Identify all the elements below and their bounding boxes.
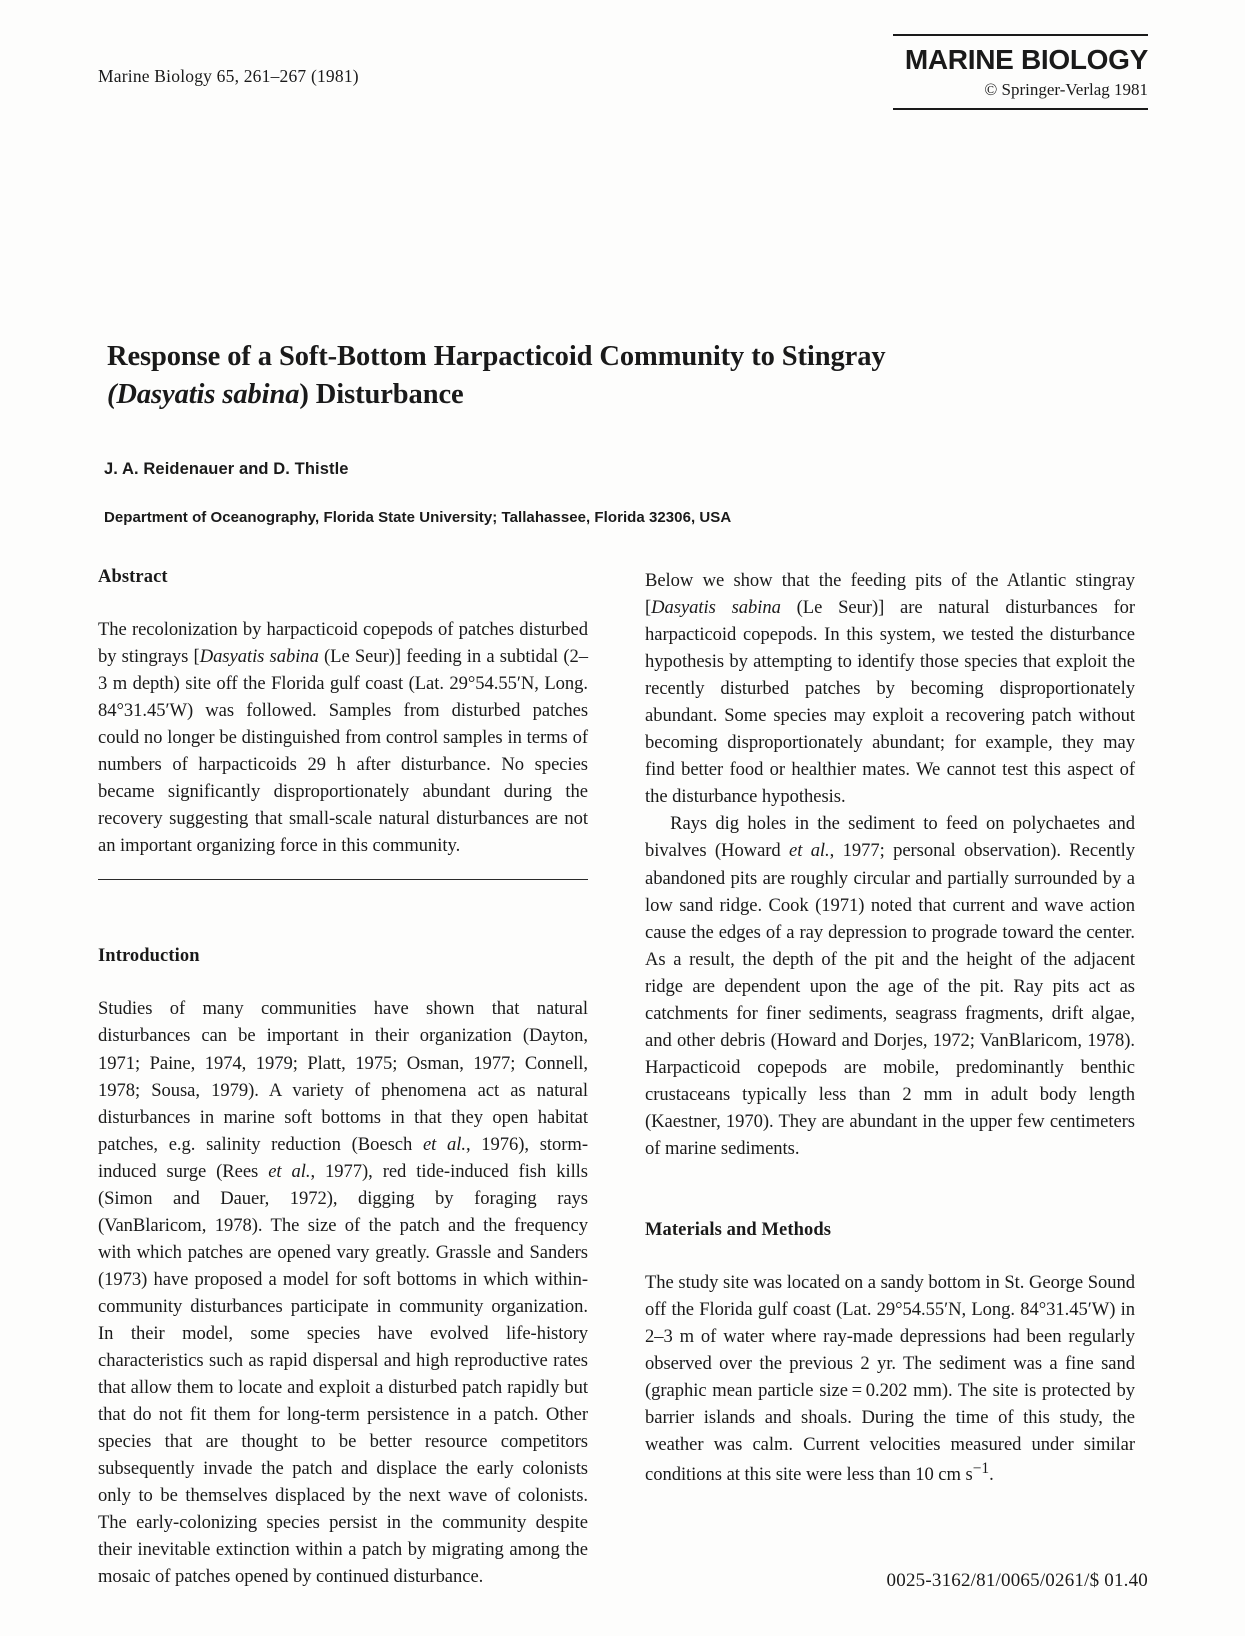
brand-rule-top <box>893 34 1148 36</box>
page-title <box>107 338 1067 413</box>
journal-citation-line: Marine Biology 65, 261–267 (1981) <box>98 66 359 86</box>
paper-title-line-1: Response of a Soft-Bottom Harpacticoid Community to Stingray <box>107 341 886 372</box>
affiliation-line: Department of Oceanography, Florida State University; Tallahassee, Florida 32306, USA <box>104 509 732 526</box>
introduction-heading: Introduction <box>98 946 200 967</box>
intro-p1-part-b: , 1976), storm-induced surge (Rees <box>98 1133 588 1182</box>
abstract-paragraph <box>98 616 588 859</box>
abstract-text-part-1: The recolonization by harpacticoid copepods of patches disturbed by stingrays [ <box>98 619 588 668</box>
introduction-paragraph-3 <box>645 810 1135 1162</box>
column-left <box>98 567 588 1590</box>
journal-brand-block <box>893 34 1148 110</box>
mm-p1-part-b: . <box>989 1464 994 1486</box>
materials-and-methods-heading: Materials and Methods <box>645 1220 832 1241</box>
intro-p2-part-a: Below we show that the feeding pits of the Atlantic stingray [ <box>645 570 1135 619</box>
intro-p2-species-name: Dasyatis sabina <box>651 597 781 619</box>
issn-price-footer: 0025-3162/81/0065/0261/$ 01.40 <box>886 1570 1148 1591</box>
spacer-before-materials <box>645 1162 1135 1220</box>
introduction-paragraph-1 <box>98 995 588 1590</box>
intro-p3-part-a: Rays dig holes in the sediment to feed on polychaetes and bivalves (Howard <box>645 813 1135 862</box>
intro-p1-etal-2: et al. <box>268 1160 311 1182</box>
brand-rule-bottom <box>893 108 1148 110</box>
journal-name: MARINE BIOLOGY <box>904 44 1148 75</box>
mm-p1-superscript: −1 <box>972 1460 990 1478</box>
paper-title-line-2-rest: ) Disturbance <box>299 378 464 410</box>
intro-p3-part-b: , 1977; personal observation). Recently abandoned pits are roughly circular and partially surrounded by a low sand ridge. Cook (1971) noted that current and wave action cause the edges of a ray depression to prograde toward the center. As a result, the depth of the pit and the height of the adjacent ridge are dependent upon the age of the pit. Ray pits act as catchments for finer sediments, seagrass fragments, drift algae, and other debris (Howard and Dorjes, 1972; VanBlaricom, 1978). Harpacticoid copepods are mobile, predominantly benthic crustaceans typically less than 2 mm in adult body length (Kaestner, 1970). They are abundant in the upper few centimeters of marine sediments. <box>645 840 1135 1159</box>
intro-p1-part-c: , 1977), red tide-induced fish kills (Simon and Dauer, 1972), digging by foraging rays (VanBlaricom, 1978). The size of the patch and the frequency with which patches are opened vary greatly. Grassle and Sanders (1973) have proposed a model for soft bottoms in which within-community disturbances participate in community organization. In their model, some species have evolved life-history characteristics such as rapid dispersal and high reproductive rates that allow them to locate and exploit a disturbed patch rapidly but that do not fit them for long-term persistence in a patch. Other species that are thought to be better resource competitors subsequently invade the patch and displace the early colonists only to be themselves displaced by the next wave of colonists. The early-colonizing species persist in the community despite their inevitable extinction within a patch by migrating among the mosaic of patches opened by continued disturbance. <box>98 1160 588 1588</box>
masthead <box>98 44 1148 122</box>
intro-p1-part-a: Studies of many communities have shown that natural disturbances can be important in their organization (Dayton, 1971; Paine, 1974, 1979; Platt, 1975; Osman, 1977; Connell, 1978; Sousa, 1979). A variety of phenomena act as natural disturbances in marine soft bottoms in that they open habitat patches, e.g. salinity reduction (Boesch <box>98 998 588 1155</box>
intro-p3-etal: et al. <box>789 840 830 862</box>
abstract-text-part-2: (Le Seur)] feeding in a subtidal (2–3 m depth) site off the Florida gulf coast (Lat. 29°54.55′N, Long. 84°31.45′W) was followed. Samples from disturbed patches could no longer be distinguished from control samples in terms of numbers of harpacticoids 29 h after disturbance. No species became significantly disproportionately abundant during the recovery suggesting that small-scale natural disturbances are not an important organizing force in this community. <box>98 646 588 857</box>
mm-p1-part-a: The study site was located on a sandy bottom in St. George Sound off the Florida gulf coast (Lat. 29°54.55′N, Long. 84°31.45′W) in 2–3 m of water where ray-made depressions had been regularly observed over the previous 2 yr. The sediment was a fine sand (graphic mean particle size = 0.202 mm). The site is protected by barrier islands and shoals. During the time of this study, the weather was calm. Current velocities measured under similar conditions at this site were less than 10 cm s <box>645 1272 1135 1486</box>
materials-paragraph-1 <box>645 1269 1135 1489</box>
title-block <box>107 338 1067 413</box>
abstract-species-name: Dasyatis sabina <box>199 646 319 668</box>
publisher-copyright: © Springer-Verlag 1981 <box>984 80 1148 100</box>
paper-title-species: (Dasyatis sabina <box>107 378 300 410</box>
introduction-paragraph-2 <box>645 567 1135 810</box>
intro-p1-etal-1: et al. <box>422 1133 466 1155</box>
spacer-after-abstract <box>98 880 588 946</box>
author-list: J. A. Reidenauer and D. Thistle <box>104 460 349 478</box>
abstract-heading: Abstract <box>98 567 168 587</box>
intro-p2-part-b: (Le Seur)] are natural disturbances for harpacticoid copepods. In this system, we tested the disturbance hypothesis by attempting to identify those species that exploit the recently disturbed patches by becoming disproportionately abundant. Some species may exploit a recovering patch without becoming disproportionately abundant; for example, they may find better food or healthier mates. We cannot test this aspect of the disturbance hypothesis. <box>645 597 1135 808</box>
column-right <box>645 567 1135 1489</box>
